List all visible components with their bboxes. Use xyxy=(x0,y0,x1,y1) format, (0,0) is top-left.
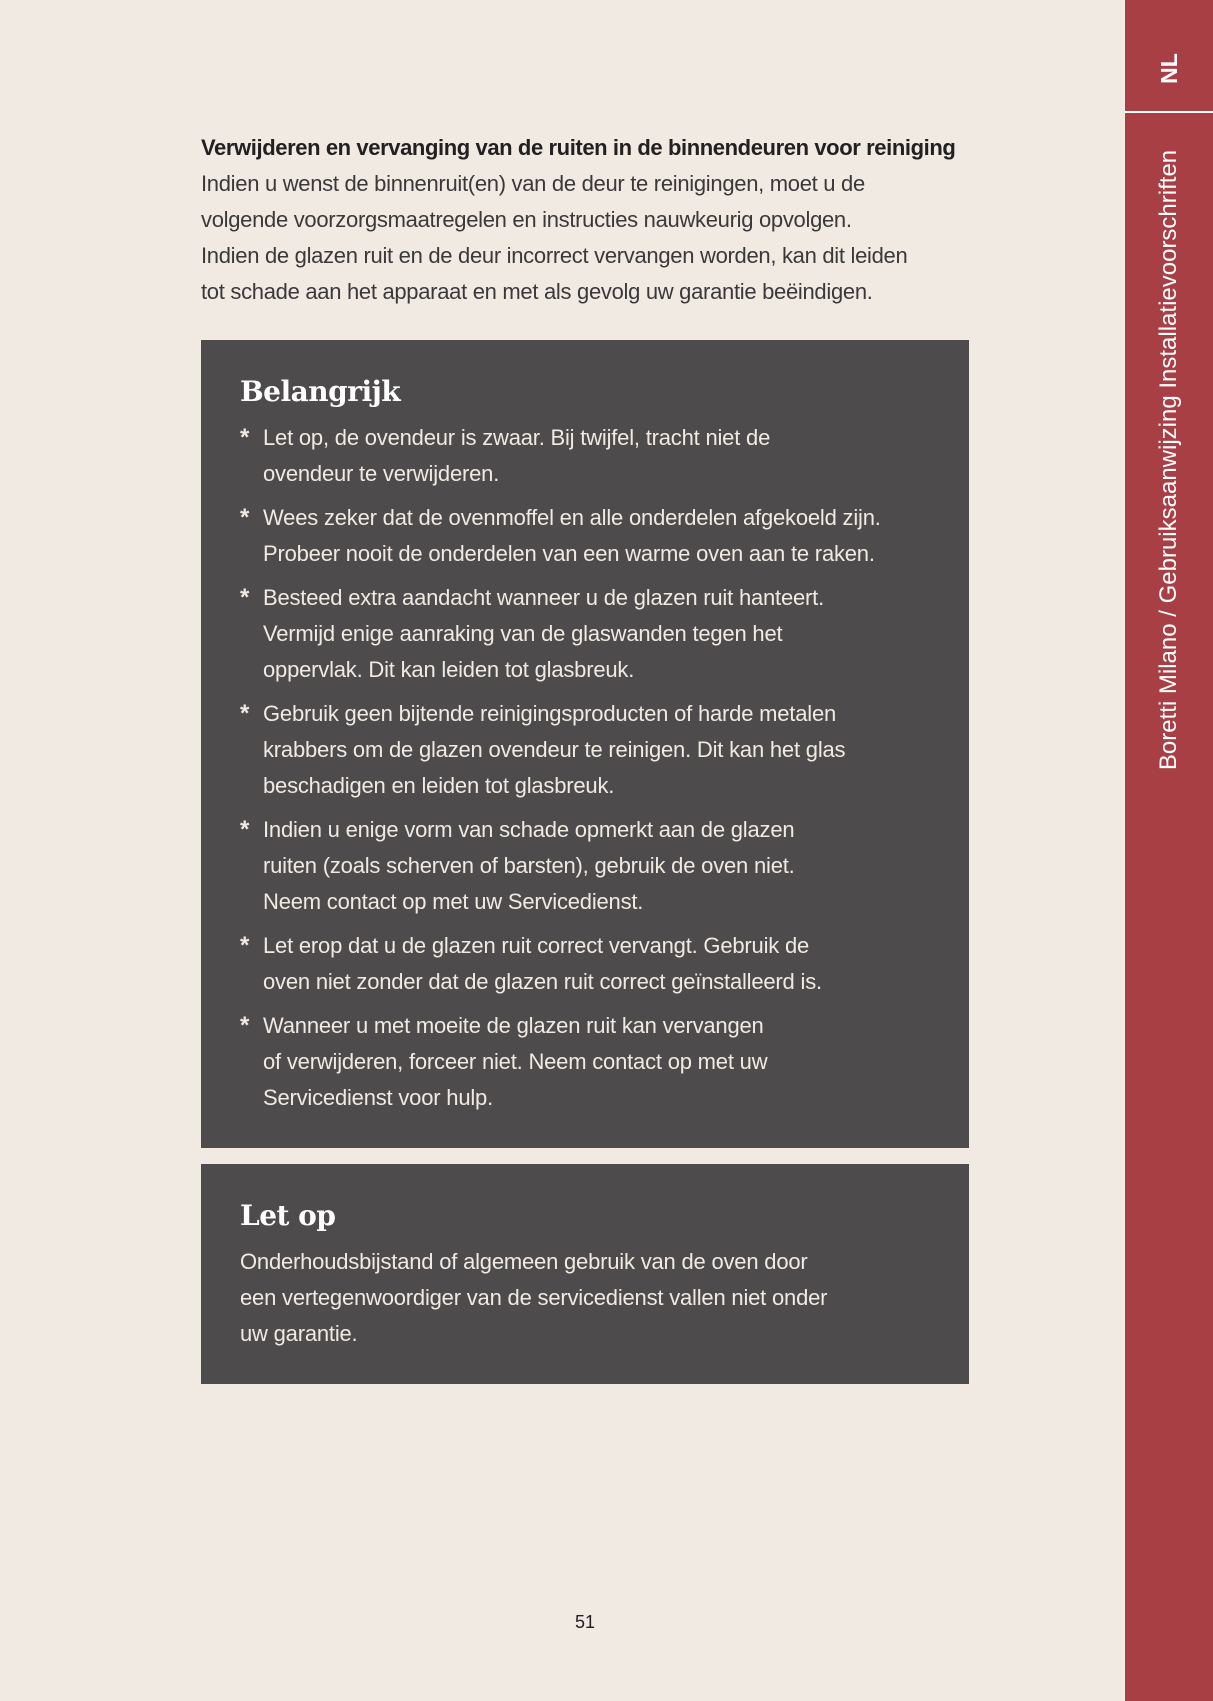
list-item-line: Let op, de ovendeur is zwaar. Bij twijfel, tracht niet de xyxy=(263,425,771,450)
list-item-line: Let erop dat u de glazen ruit correct vervangt. Gebruik de xyxy=(263,933,810,958)
list-item xyxy=(240,812,930,920)
list-item-line: oven niet zonder dat de glazen ruit correct geïnstalleerd is. xyxy=(263,969,822,994)
list-item-line: ovendeur te verwijderen. xyxy=(263,461,500,486)
section-heading: Verwijderen en vervanging van de ruiten in de binnendeuren voor reiniging xyxy=(201,135,956,160)
note-paragraph xyxy=(240,1244,930,1352)
list-item-line: Vermijd enige aanraking van de glaswanden tegen het xyxy=(263,621,783,646)
asterisk-icon: * xyxy=(240,1012,250,1039)
intro-line: Indien u wenst de binnenruit(en) van de deur te reinigingen, moet u de xyxy=(201,171,865,196)
note-line: een vertegenwoordiger van de servicedienst vallen niet onder xyxy=(240,1285,828,1310)
list-item-line: Wanneer u met moeite de glazen ruit kan vervangen xyxy=(263,1013,764,1038)
important-box xyxy=(201,340,969,1148)
list-item-line: Probeer nooit de onderdelen van een warme oven aan te raken. xyxy=(263,541,875,566)
asterisk-icon: * xyxy=(240,584,250,611)
list-item-line: ruiten (zoals scherven of barsten), gebruik de oven niet. xyxy=(263,853,795,878)
sidebar-title-text: Boretti Milano / Gebruiksaanwijzing Installatievoorschriften xyxy=(1155,149,1182,771)
list-item-line: beschadigen en leiden tot glasbreuk. xyxy=(263,773,615,798)
sidebar-divider xyxy=(1125,111,1213,113)
list-item-line: Indien u enige vorm van schade opmerkt aan de glazen xyxy=(263,817,795,842)
asterisk-icon: * xyxy=(240,700,250,727)
list-item-line: Gebruik geen bijtende reinigingsproducten of harde metalen xyxy=(263,701,837,726)
list-item-line: Besteed extra aandacht wanneer u de glazen ruit hanteert. xyxy=(263,585,824,610)
asterisk-icon: * xyxy=(240,424,250,451)
list-item xyxy=(240,928,930,1000)
list-item xyxy=(240,500,930,572)
asterisk-icon: * xyxy=(240,816,250,843)
important-title: Belangrijk xyxy=(240,375,401,408)
page-number: 51 xyxy=(574,1612,596,1632)
list-item xyxy=(240,420,930,492)
list-item-line: Wees zeker dat de ovenmoffel en alle onderdelen afgekoeld zijn. xyxy=(263,505,881,530)
note-title: Let op xyxy=(240,1199,336,1232)
note-box xyxy=(201,1164,969,1384)
intro-paragraph xyxy=(201,166,969,310)
important-list xyxy=(240,420,930,1116)
list-item xyxy=(240,1008,930,1116)
language-label-text: NL xyxy=(1155,53,1182,84)
intro-line: tot schade aan het apparaat en met als gevolg uw garantie beëindigen. xyxy=(201,279,873,304)
list-item xyxy=(240,580,930,688)
asterisk-icon: * xyxy=(240,932,250,959)
page-content xyxy=(201,130,969,1384)
list-item xyxy=(240,696,930,804)
intro-line: Indien de glazen ruit en de deur incorrect vervangen worden, kan dit leiden xyxy=(201,243,908,268)
note-line: uw garantie. xyxy=(240,1321,358,1346)
asterisk-icon: * xyxy=(240,504,250,531)
list-item-line: Neem contact op met uw Servicedienst. xyxy=(263,889,644,914)
list-item-line: of verwijderen, forceer niet. Neem contact op met uw xyxy=(263,1049,768,1074)
note-line: Onderhoudsbijstand of algemeen gebruik van de oven door xyxy=(240,1249,808,1274)
language-label xyxy=(1125,55,1213,82)
list-item-line: krabbers om de glazen ovendeur te reinigen. Dit kan het glas xyxy=(263,737,846,762)
list-item-line: oppervlak. Dit kan leiden tot glasbreuk. xyxy=(263,657,635,682)
list-item-line: Servicedienst voor hulp. xyxy=(263,1085,493,1110)
intro-line: volgende voorzorgsmaatregelen en instructies nauwkeurig opvolgen. xyxy=(201,207,852,232)
